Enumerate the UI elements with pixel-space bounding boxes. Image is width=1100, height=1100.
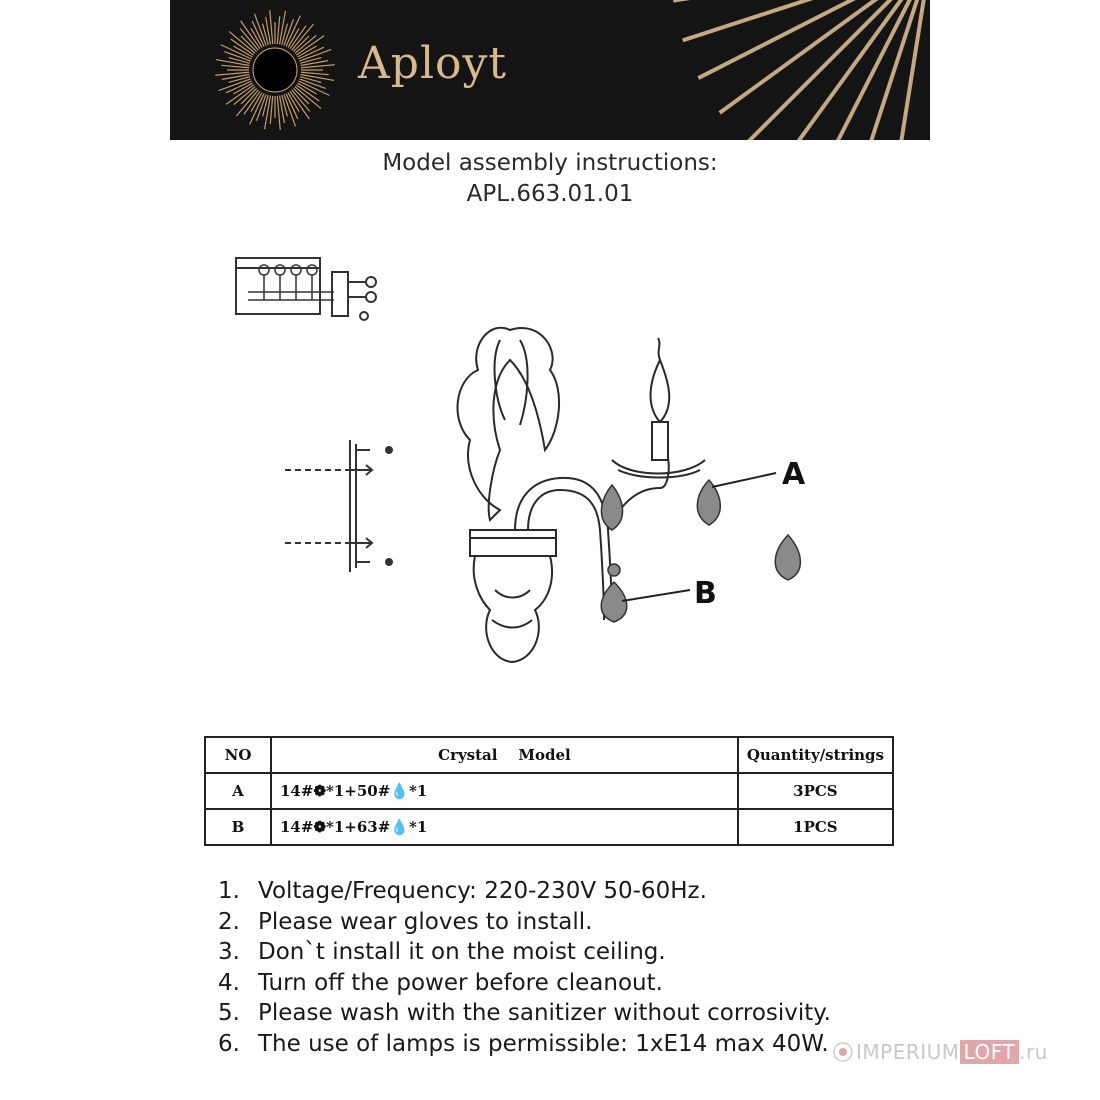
row-qty: 1PCS — [738, 809, 893, 845]
row-model: 14#❁*1+63#💧*1 — [271, 809, 738, 845]
watermark-logo-icon — [832, 1041, 854, 1063]
row-no: A — [205, 773, 271, 809]
callout-b: B — [694, 576, 717, 611]
row-no: B — [205, 809, 271, 845]
sconce-drawing — [458, 328, 705, 662]
row-model: 14#❁*1+50#💧*1 — [271, 773, 738, 809]
list-item: 1. Voltage/Frequency: 220-230V 50-60Hz. — [218, 878, 707, 904]
instruction-list — [218, 876, 831, 1059]
table-row — [205, 773, 893, 809]
header-no: NO — [205, 737, 271, 773]
header-model: Crystal Model — [271, 737, 738, 773]
list-item: 4. Turn off the power before cleanout. — [218, 969, 663, 996]
table-header-row — [205, 737, 893, 773]
header-qty: Quantity/strings — [738, 737, 893, 773]
heading-text: Model assembly instructions: — [382, 150, 718, 176]
list-item: 2. Please wear gloves to install. — [218, 908, 593, 935]
list-item: 3. Don`t install it on the moist ceiling. — [218, 939, 666, 965]
row-qty: 3PCS — [738, 773, 893, 809]
wall-bracket-icon — [285, 440, 392, 572]
watermark: IMPERIUM LOFT .ru — [832, 1040, 1048, 1064]
brand-name: Aployt — [358, 38, 508, 89]
list-item: 5. Please wash with the sanitizer without corrosivity. — [218, 1000, 831, 1026]
table-row — [205, 809, 893, 845]
model-number: APL.663.01.01 — [466, 181, 634, 207]
wiring-terminal-icon — [236, 258, 376, 320]
list-item: 6. The use of lamps is permissible: 1xE14 max 40W. — [218, 1030, 829, 1057]
crystal-spec-table — [204, 736, 894, 846]
callout-a: A — [782, 457, 806, 492]
